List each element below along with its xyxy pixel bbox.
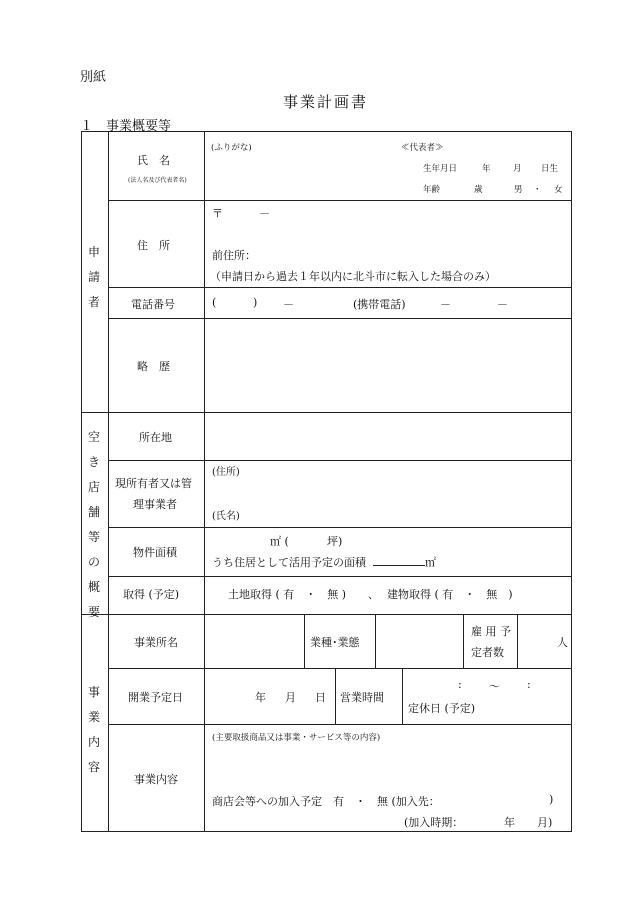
group-business-label: 事業内容: [87, 685, 100, 774]
birth-month-unit: 月: [513, 164, 522, 174]
open-day-unit: 日: [315, 691, 326, 704]
employment-label: 雇 用 予: [471, 625, 511, 638]
employment-label-2: 定者数: [471, 646, 504, 659]
association-plan: 商店会等への加入予定 有 ・ 無 (加入先：: [212, 795, 440, 808]
hours-colon-1: :: [458, 678, 462, 691]
separator-dot: ・: [533, 185, 542, 195]
name-sublabel: (法人名及び代表者名): [128, 177, 187, 184]
group-divider: [81, 412, 572, 413]
divider: [375, 614, 376, 668]
group-applicant-label: 申請者: [87, 245, 100, 309]
divider: [335, 668, 336, 724]
divider: [463, 614, 464, 668]
holiday-label: 定休日 (予定): [408, 702, 476, 715]
hours-wave: ～: [489, 680, 500, 693]
open-year-unit: 年: [255, 691, 266, 704]
open-month-unit: 月: [285, 691, 296, 704]
postal-dash: －: [259, 207, 270, 220]
phone-dash: －: [283, 298, 294, 311]
divider: [402, 668, 403, 724]
group-vacancy-label: 空き店舗等の概要: [87, 430, 100, 619]
land-acquire: 土地取得 ( 有 ・ 無 ): [228, 588, 347, 601]
attachment-label: 別紙: [80, 70, 107, 85]
row-divider: [108, 287, 572, 288]
employment-unit: 人: [557, 636, 568, 649]
postal-mark: 〒: [212, 207, 223, 220]
acquire-label: 取得 (予定): [123, 588, 180, 601]
previous-address-note: （申請日から過去１年以内に北斗市に転入した場合のみ）: [210, 270, 496, 283]
association-time-label: (加入時期：: [404, 816, 464, 829]
tsubo-unit: 坪): [327, 535, 343, 548]
row-divider: [108, 527, 572, 528]
row-divider: [108, 576, 572, 577]
birth-year-unit: 年: [482, 164, 491, 174]
business-type-label: 業種･業態: [310, 636, 360, 649]
furigana-label: (ふりがな): [211, 143, 252, 153]
group-column-divider: [108, 131, 109, 832]
phone-label: 電話番号: [131, 298, 175, 311]
association-month-unit: 月): [537, 816, 553, 829]
owner-name-label: (氏名): [212, 511, 240, 522]
association-close: ): [549, 793, 554, 806]
area-label: 物件面積: [133, 546, 177, 559]
owner-address-label: (住所): [212, 467, 240, 478]
birth-day-unit: 日生: [541, 164, 559, 174]
business-name-label: 事業所名: [134, 636, 178, 649]
mobile-label: (携帯電話): [353, 298, 406, 311]
open-date-label: 開業予定日: [128, 691, 183, 704]
page-title: 事業計画書: [283, 93, 369, 111]
acquire-separator: 、: [368, 588, 379, 601]
business-content-note: (主要取扱商品又は事業・サービス等の内容): [212, 733, 381, 743]
group-divider: [81, 614, 572, 615]
male-option: 男: [514, 185, 523, 195]
hours-label: 営業時間: [340, 691, 384, 704]
row-divider: [108, 724, 572, 725]
section-heading: １ 事業概要等: [80, 119, 172, 134]
building-acquire: 建物取得 ( 有 ・ 無 ): [387, 588, 513, 601]
row-divider: [108, 668, 572, 669]
phone-paren-open: (: [212, 296, 217, 309]
female-option: 女: [554, 185, 563, 195]
representative-label: ≪代表者≫: [401, 143, 444, 153]
area-unit: ㎡ (: [270, 535, 289, 548]
mobile-dash-1: －: [440, 298, 451, 311]
owner-label: 現所有者又は管: [115, 477, 192, 490]
age-label: 年齢: [423, 185, 441, 195]
row-divider: [108, 460, 572, 461]
divider: [517, 614, 518, 668]
location-label: 所在地: [139, 431, 172, 444]
business-content-label: 事業内容: [134, 773, 178, 786]
residence-area-blank: [373, 555, 425, 566]
divider: [304, 614, 305, 668]
previous-address-label: 前住所：: [212, 249, 256, 262]
name-label: 氏 名: [137, 154, 170, 167]
residence-area-note: うち住居として活用予定の面積 ㎡: [212, 556, 436, 569]
owner-label-2: 理事業者: [133, 498, 177, 511]
address-label: 住 所: [137, 239, 170, 252]
age-unit: 歳: [474, 185, 483, 195]
association-year-unit: 年: [504, 816, 515, 829]
row-divider: [108, 200, 572, 201]
hours-colon-2: :: [527, 678, 531, 691]
birthdate-label: 生年月日: [423, 164, 458, 174]
label-column-divider: [204, 131, 205, 832]
mobile-dash-2: －: [497, 298, 508, 311]
row-divider: [108, 318, 572, 319]
phone-paren-close: ): [253, 296, 258, 309]
history-label: 略 歴: [137, 360, 170, 373]
